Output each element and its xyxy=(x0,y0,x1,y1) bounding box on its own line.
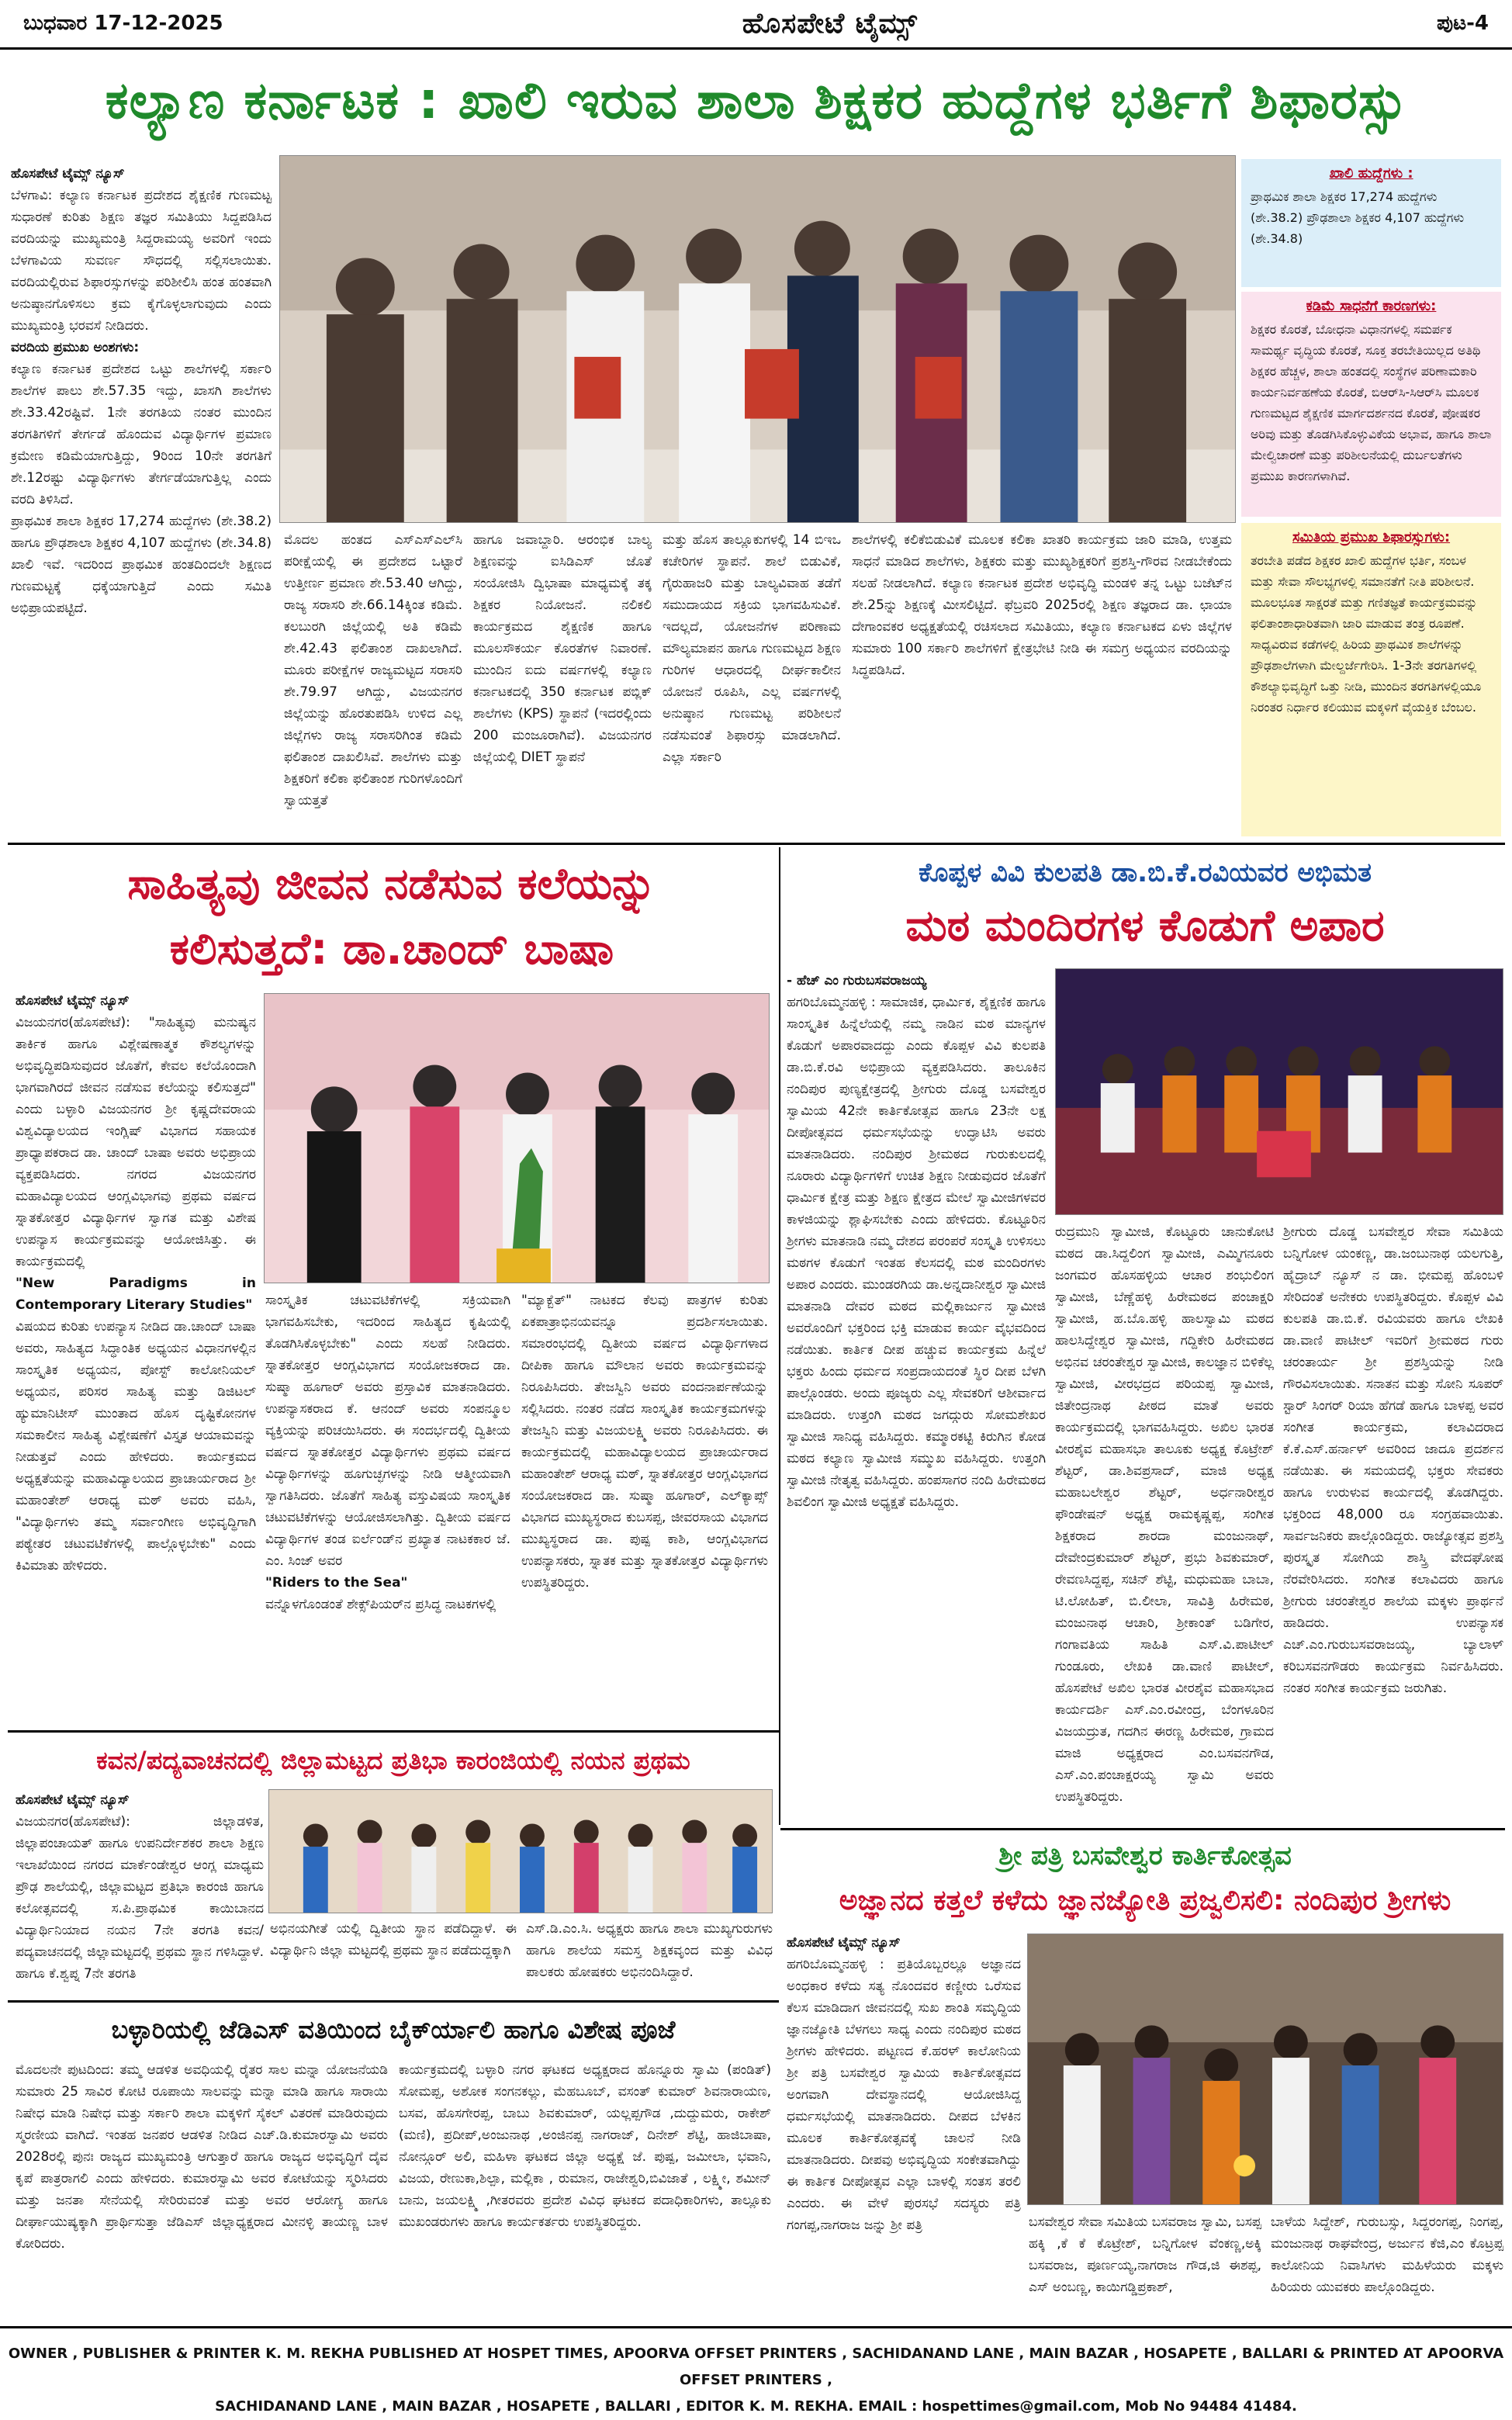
story2-photo xyxy=(264,993,770,1283)
story4-byline: ಹೊಸಪೇಟೆ ಟೈಮ್ಸ್ ನ್ಯೂಸ್ xyxy=(16,1792,130,1808)
story1-headline: ಕಲ್ಯಾಣ ಕರ್ನಾಟಕ : ಖಾಲಿ ಇರುವ ಶಾಲಾ ಶಿಕ್ಷಕರ ಹುದ್ದೆಗಳ ಭರ್ತಿಗೆ ಶಿಫಾರಸ್ಸು xyxy=(105,71,1408,130)
masthead xyxy=(0,0,1512,50)
story5-col2: ಕಾರ್ಯಕ್ರಮದಲ್ಲಿ ಬಳ್ಳಾರಿ ನಗರ ಘಟಕದ ಅಧ್ಯಕ್ಷರಾದ ಹೊನ್ನೂರು ಸ್ವಾಮಿ (ಪಂಡಿತ್) ಸೋಮಪ್ಪ, ಅಶೋಕ ಸಂಗನಕಲ್ಲು, ಮೆಹಬೂಬ್, ವಸಂತ್ ಕುಮಾರ್ ಶಿವನಾರಾಯಣ, ಬಸವ, ಹೊಸಗೇರಪ್ಪ, ಬಾಬು ಶಿವಕುಮಾರ್, ಯಲ್ಲಪ್ಪಗೌಡ ,ದುದ್ದುಮರು, ರಾಕೇಶ್ (ಮಣಿ), ಪ್ರದೀಪ್,ಅಂಜುನಾಥ ,ಅಂಜಿನಪ್ಪ ನಾಗರಾಜ್, ದಿನೇಶ್ ಶೆಟ್ಟಿ, ಹಾಜಿಬಾಷಾ, ನೋನ್ಗೂರ್ ಅಲಿ, ಮಹಿಳಾ ಘಟಕದ ಜಿಲ್ಲಾ ಅಧ್ಯಕ್ಷೆ ಜೆ. ಪುಷ್ಪ, ಜಮೀಲಾ, ಭವಾನಿ, ವಿಜಯ, ರೇಣುಕಾ,ಶಿಲ್ಪಾ, ಮಲ್ಲಿಕಾ , ರುಮಾನ, ರಾಜೇಶ್ವರಿ,ಬಿವಿಜಾತೆ , ಲಕ್ಷ್ಮೀ, ಶಮೀನ್ ಬಾನು, ಜಯಲಕ್ಷ್ಮಿ ,ಗೀತರವರು ಪ್ರದೇಶ ವಿವಿಧ ಘಟಕದ ಪದಾಧಿಕಾರಿಗಳು, ತಾಲ್ಲೂಕು ಮುಖಂಡರುಗಳು ಹಾಗೂ ಕಾರ್ಯಕರ್ತರು ಉಪಸ್ಥಿತರಿದ್ದರು. xyxy=(399,2062,771,2230)
story3-col2: ರುದ್ರಮುನಿ ಸ್ವಾಮೀಜಿ, ಕೊಟ್ಟೂರು ಚಾನುಕೋಟಿ ಮಠದ ಡಾ.ಸಿದ್ದಲಿಂಗ ಸ್ವಾಮೀಜಿ, ಎಮ್ಮಿಗನೂರು ಜಂಗಮರ ಹೊಸಹಳ್ಳಿಯ ಆಚಾರ ಶಂಭುಲಿಂಗ ಸ್ವಾಮೀಜಿ, ಬೆಣ್ಣೆಹಳ್ಳಿ ಹಿರೇಮಠದ ಪಂಚಾಕ್ಷರಿ ಸ್ವಾಮೀಜಿ, ಹ.ಬೊ.ಹಳ್ಳಿ ಹಾಲಸ್ವಾಮಿ ಮಠದ ಹಾಲಸಿದ್ದೇಶ್ವರ ಸ್ವಾಮೀಜಿ, ಗದ್ದಿಕೇರಿ ಹಿರೇಮಠದ ಅಭಿನವ ಚರಂತೇಶ್ವರ ಸ್ವಾಮೀಜಿ, ಕಾಲಜ್ಞಾನ ಬಿಳಿಕೆಲ್ಲ ಸ್ವಾಮೀಜಿ, ವೀರಭದ್ರದ ಪರಿಯಪ್ಪ ಸ್ವಾಮೀಜಿ, ಜಿತೇಂದ್ರನಾಥ ಪೀಠದ ಮಾತೆ ಅವರು ಕಾರ್ಯಕ್ರಮದಲ್ಲಿ ಭಾಗವಹಿಸಿದ್ದರು. ಅಖಿಲ ಭಾರತ ವೀರಶೈವ ಮಹಾಸಭಾ ತಾಲೂಕು ಅಧ್ಯಕ್ಷ ಕೊಟ್ರೇಶ್ ಶೆಟ್ಟರ್, ಡಾ.ಶಿವಪ್ರಸಾದ್, ಮಾಜಿ ಅಧ್ಯಕ್ಷ ಮಹಾಬಲೇಶ್ವರ ಶೆಟ್ಟರ್, ಅರ್ಧನಾರೀಶ್ವರ ಫೌಂಡೇಷನ್ ಅಧ್ಯಕ್ಷ ರಾಮಕೃಷ್ಣಪ್ಪ, ಸಂಗೀತ ಶಿಕ್ಷಕರಾದ ಶಾರದಾ ಮಂಜುನಾಥ್, ದೇವೇಂದ್ರಕುಮಾರ್ ಶೆಟ್ಟರ್, ಪ್ರಭು ಶಿವಕುಮಾರ್, ರೇವಣಸಿದ್ದಪ್ಪ, ಸಚಿನ್ ಶೆಟ್ಟಿ, ಮಧುಮಹಾ ಬಾಬಾ, ಟಿ.ಲೋಹಿತ್, ಬಿ.ಲೀಲಾ, ಸಾವಿತ್ರಿ ಹಿರೇಮಠ, ಮಂಜುನಾಥ ಆಚಾರಿ, ಶ್ರೀಕಾಂತ್ ಬಡಿಗೇರ, ಗಂಗಾವತಿಯ ಸಾಹಿತಿ ಎಸ್.ವಿ.ಪಾಟೀಲ್ ಗುಂಡೂರು, ಲೇಖಕಿ ಡಾ.ವಾಣಿ ಪಾಟೀಲ್, ಹೊಸಪೇಟೆ ಅಖಿಲ ಭಾರತ ವೀರಶೈವ ಮಹಾಸಭಾದ ಕಾರ್ಯದರ್ಶಿ ಎಸ್.ಎಂ.ರವೀಂದ್ರ, ಬೆಂಗಳೂರಿನ ವಿಜಯದ್ರುತ, ಗದಗಿನ ಈರಣ್ಣ ಹಿರೇಮಠ, ಗ್ರಾಮದ ಮಾಜಿ ಅಧ್ಯಕ್ಷರಾದ ಎಂ.ಬಸವನಗೌಡ, ಎಸ್.ಎಂ.ಪಂಚಾಕ್ಷರಯ್ಯ ಸ್ವಾಮಿ ಅವರು ಉಪಸ್ಥಿತರಿದ್ದರು. xyxy=(1055,1224,1274,1805)
story1-intro: ಬೆಳಗಾವಿ: ಕಲ್ಯಾಣ ಕರ್ನಾಟಕ ಪ್ರದೇಶದ ಶೈಕ್ಷಣಿಕ ಗುಣಮಟ್ಟ ಸುಧಾರಣೆ ಕುರಿತು ಶಿಕ್ಷಣ ತಜ್ಞರ ಸಮಿತಿಯು ಸಿದ್ದಪಡಿಸಿದ ವರದಿಯನ್ನು ಮುಖ್ಯಮಂತ್ರಿ ಸಿದ್ದರಾಮಯ್ಯ ಅವರಿಗೆ ಇಂದು ಬೆಳಗಾವಿಯ ಸುವರ್ಣ ಸೌಧದಲ್ಲಿ ಸಲ್ಲಿಸಲಾಯಿತು. ವರದಿಯಲ್ಲಿರುವ ಶಿಫಾರಸ್ಸುಗಳನ್ನು ಪರಿಶೀಲಿಸಿ ಹಂತ ಹಂತವಾಗಿ ಅನುಷ್ಠಾನಗೊಳಿಸಲು ಕ್ರಮ ಕೈಗೊಳ್ಳಲಾಗುವುದು ಎಂದು ಮುಖ್ಯಮಂತ್ರಿ ಭರವಸೆ ನೀಡಿದರು. xyxy=(11,188,272,334)
story2-quote: "New Paradigms in Contemporary Literary Studies" xyxy=(16,1276,256,1313)
reasons-box xyxy=(1241,292,1501,517)
vacancies-box-body: ಪ್ರಾಥಮಿಕ ಶಾಲಾ ಶಿಕ್ಷಕರ 17,274 ಹುದ್ದೆಗಳು (ಶೇ.38.2) ಪ್ರೌಢಶಾಲಾ ಶಿಕ್ಷಕರ 4,107 ಹುದ್ದೆಗಳು (ಶೇ.34.8) xyxy=(1251,189,1465,246)
story4-col1-text: ವಿಜಯನಗರ(ಹೊಸಪೇಟೆ): ಜಿಲ್ಲಾಡಳಿತ, ಜಿಲ್ಲಾಪಂಚಾಯತ್ ಹಾಗೂ ಉಪನಿರ್ದೇಶಕರ ಶಾಲಾ ಶಿಕ್ಷಣ ಇಲಾಖೆಯಿಂದ ನಗರದ ಮಾರ್ಕೆಂಡೇಶ್ವರ ಆಂಗ್ಲ ಮಾಧ್ಯಮ ಪ್ರೌಢ ಶಾಲೆಯಲ್ಲಿ, ಜಿಲ್ಲಾಮಟ್ಟದ ಪ್ರತಿಭಾ ಕಾರಂಜಿ ಹಾಗೂ ಕಲೋತ್ಸವದಲ್ಲಿ ಸ.ಪಿ.ಪ್ರಾಥಮಿಕ ಕಾಯಿಬಾನದ ವಿದ್ಯಾರ್ಥಿನಿಯಾದ ನಯನ 7ನೇ ತರಗತಿ ಕವನ/ಪದ್ಯವಾಚನದಲ್ಲಿ ಜಿಲ್ಲಾಮಟ್ಟದಲ್ಲಿ ಪ್ರಥಮ ಸ್ಥಾನ ಗಳಿಸಿದ್ದಾಳೆ. ಹಾಗೂ ಕೆ.ಶ್ವಪ್ನ 7ನೇ ತರಗತಿ xyxy=(16,1814,264,1982)
imprint-line2: SACHIDANAND LANE , MAIN BAZAR , HOSAPETE , BALLARI , EDITOR K. M. REKHA. EMAIL : hospettimes@gmail.com, Mob No 94484 41484. xyxy=(215,2398,1297,2415)
story4-col1 xyxy=(16,1789,264,1994)
story6-col2: ಬಸವೇಶ್ವರ ಸೇವಾ ಸಮಿತಿಯ ಬಸವರಾಜ ಸ್ವಾಮಿ, ಬಸಪ್ಪ ಹಕ್ಕಿ ,ಕೆ ಕೆ ಕೊಟ್ರೇಶ್, ಬನ್ನಿಗೋಳ ವೆಂಕಣ್ಣ,ಅಕ್ಕಿ ಬಸವರಾಜ, ಪೂರ್ಣಯ್ಯ,ನಾಗರಾಜ ಗೌಡ,ಜಿ ಈಶಪ್ಪ, ಎಸ್ ಅಂಬಣ್ಣ, ಕಾಯಿಗಡ್ಡಿಪ್ರಕಾಶ್, xyxy=(1029,2214,1261,2295)
divider-3 xyxy=(8,2000,779,2003)
story1-col4: ಮತ್ತು ಹೊಸ ತಾಲ್ಲೂಕುಗಳಲ್ಲಿ 14 ಬಿಇಒ ಕಚೇರಿಗಳ ಸ್ಥಾಪನೆ. ಶಾಲೆ ಬಿಡುವಿಕೆ, ಗೈರುಹಾಜರಿ ಮತ್ತು ಬಾಲ್ಯವಿವಾಹ ತಡೆಗೆ ಸಮುದಾಯದ ಸಕ್ರಿಯ ಭಾಗವಹಿಸುವಿಕೆ. ಇದಲ್ಲದೆ, ಯೋಜನೆಗಳ ಪರಿಣಾಮ ಮೌಲ್ಯಮಾಪನ ಹಾಗೂ ಗುಣಮಟ್ಟದ ಶಿಕ್ಷಣ ಗುರಿಗಳ ಆಧಾರದಲ್ಲಿ ದೀರ್ಘಕಾಲೀನ ಯೋಜನೆ ರೂಪಿಸಿ, ಎಲ್ಲ ವರ್ಷಗಳಲ್ಲಿ ಅನುಷ್ಠಾನ ಗುಣಮಟ್ಟ ಪರಿಶೀಲನೆ ನಡೆಸುವಂತೆ ಶಿಫಾರಸ್ಸು ಮಾಡಲಾಗಿದೆ. ಎಲ್ಲಾ ಸರ್ಕಾರಿ xyxy=(663,532,841,765)
divider-vertical xyxy=(779,847,780,1825)
page-number: ಪುಟ-4 xyxy=(1436,12,1489,35)
story1-col2: ಮೊದಲ ಹಂತದ ಎಸ್‌ಎಸ್‌ಎಲ್‌ಸಿ ಪರೀಕ್ಷೆಯಲ್ಲಿ ಈ ಪ್ರದೇಶದ ಒಟ್ಟಾರೆ ಉತ್ತೀರ್ಣ ಪ್ರಮಾಣ ಶೇ.53.40 ಆಗಿದ್ದು, ರಾಜ್ಯ ಸರಾಸರಿ ಶೇ.66.14ಕ್ಕಿಂತ ಕಡಿಮೆ. ಕಲಬುರಗಿ ಜಿಲ್ಲೆಯಲ್ಲಿ ಅತಿ ಕಡಿಮೆ ಶೇ.42.43 ಫಲಿತಾಂಶ ದಾಖಲಾಗಿದೆ. ಮೂರು ಪರೀಕ್ಷೆಗಳ ರಾಜ್ಯಮಟ್ಟದ ಸರಾಸರಿ ಶೇ.79.97 ಆಗಿದ್ದು, ವಿಜಯನಗರ ಜಿಲ್ಲೆಯನ್ನು ಹೊರತುಪಡಿಸಿ ಉಳಿದ ಎಲ್ಲ ಜಿಲ್ಲೆಗಳು ರಾಜ್ಯ ಸರಾಸರಿಗಿಂತ ಕಡಿಮೆ ಫಲಿತಾಂಶ ದಾಖಲಿಸಿವೆ. ಶಾಲೆಗಳು ಮತ್ತು ಶಿಕ್ಷಕರಿಗೆ ಕಲಿಕಾ ಫಲಿತಾಂಶ ಗುರಿಗಳೊಂದಿಗೆ ಸ್ವಾಯತ್ತತೆ xyxy=(284,532,462,808)
story6-photo xyxy=(1027,1934,1503,2205)
imprint-line1: OWNER , PUBLISHER & PRINTER K. M. REKHA PUBLISHED AT HOSPET TIMES, APOORVA OFFSET PRINTERS , SACHIDANAND LANE , MAIN BAZAR , HOSAPETE , BALLARI & PRINTED AT APOORVA OFFSET PRINTERS , xyxy=(8,2346,1504,2388)
story3-col3: ಶ್ರೀಗುರು ದೊಡ್ಡ ಬಸವೇಶ್ವರ ಸೇವಾ ಸಮಿತಿಯ ಬನ್ನಿಗೋಳ ಯಂಕಣ್ಣ, ಡಾ.ಜಂಬುನಾಥ ಯಲಗುತ್ತಿ, ಹೈದ್ರಾಬ್ ನ್ಯೂಸ್ ನ ಡಾ. ಭೀಮಪ್ಪ ಹೊಂಬಳಿ ಸೇರಿದಂತೆ ಅನೇಕರು ಉಪಸ್ಥಿತರಿದ್ದರು. ಕೊಪ್ಪಳ ವಿವಿ ಕುಲಪತಿ ಡಾ.ಬಿ.ಕೆ. ರವಿಯವರು ಹಾಗೂ ಲೇಖಕಿ ಡಾ.ವಾಣಿ ಪಾಟೀಲ್ ಇವರಿಗೆ ಶ್ರೀಮಠದ ಗುರು ಚರಂತಾರ್ಯ ಶ್ರೀ ಪ್ರಶಸ್ತಿಯನ್ನು ನೀಡಿ ಗೌರವಿಸಲಾಯಿತು. ಸನಾತನ ಮತ್ತು ಸೋನಿ ಸೂಪರ್ ಸ್ಟಾರ್ ಸಿಂಗರ್ ರಿಯಾ ಹೆಗಡೆ ಹಾಗೂ ಬಾಳಪ್ಪ ಅವರ ಸಂಗೀತ ಕಾರ್ಯಕ್ರಮ, ಕಲಾವಿದರಾದ ಕೆ.ಕೆ.ಎಸ್.ಹರ್ನಾಳ್ ಅವರಿಂದ ಜಾದೂ ಪ್ರದರ್ಶನ ನಡೆಯಿತು. ಈ ಸಮಯದಲ್ಲಿ ಭಕ್ತರು ಸೇವಕರು ಹಾಗೂ ಉರುಳುವ ಕಾರ್ಯದಲ್ಲಿ ತೊಡಗಿದ್ದರು. ಭಕ್ತರಿಂದ 48,000 ರೂ ಸಂಗ್ರಹವಾಯಿತು. ಸಾರ್ವಜನಿಕರು ಪಾಲ್ಗೊಂಡಿದ್ದರು. ರಾಜ್ಯೋತ್ಸವ ಪ್ರಶಸ್ತಿ ಪುರಸ್ಕೃತ ಸೋಗಿಯ ಶಾಸ್ತ್ರಿ ವೇದಘೋಷ ನೆರವೇರಿಸಿದರು. ಸಂಗೀತ ಕಲಾವಿದರು ಹಾಗೂ ಶ್ರೀಗುರು ಚರಂತೇಶ್ವರ ಶಾಲೆಯ ಮಕ್ಕಳು ಪ್ರಾರ್ಥನೆ ಹಾಡಿದರು. ಉಪನ್ಯಾಸಕ ಎಚ್.ಎಂ.ಗುರುಬಸವರಾಜಯ್ಯ, ಬ್ಯಾಲಾಳ್ ಕರಿಬಸವನಗೌಡರು ಕಾರ್ಯಕ್ರಮ ನಿರ್ವಹಿಸಿದರು. ನಂತರ ಸಂಗೀತ ಕಾರ್ಯಕ್ರಮ ಜರುಗಿತು. xyxy=(1283,1224,1503,1696)
divider-1 xyxy=(8,843,1505,845)
story2-col2-text: ಸಾಂಸ್ಕೃತಿಕ ಚಟುವಟಿಕೆಗಳಲ್ಲಿ ಸಕ್ರಿಯವಾಗಿ ಭಾಗವಹಿಸಬೇಕು, ಇದರಿಂದ ಸಾಹಿತ್ಯದ ಕೃಷಿಯಲ್ಲಿ ತೊಡಗಿಸಿಕೊಳ್ಳಬೇಕು" ಎಂದು ಸಲಹೆ ನೀಡಿದರು. ಸ್ನಾತಕೋತ್ತರ ಆಂಗ್ಲವಿಭಾಗದ ಸಂಯೋಜಕರಾದ ಡಾ. ಸುಷ್ಮಾ ಹೂಗಾರ್ ಅವರು ಪ್ರಸ್ತಾವಿಕ ಮಾತನಾಡಿದರು. ಉಪನ್ಯಾಸಕರಾದ ಕೆ. ಆನಂದ್ ಅವರು ಸಂಪನ್ಮೂಲ ವ್ಯಕ್ತಿಯನ್ನು ಪರಿಚಯಿಸಿದರು. ಈ ಸಂದರ್ಭದಲ್ಲಿ ದ್ವಿತೀಯ ವರ್ಷದ ಸ್ನಾತಕೋತ್ತರ ವಿದ್ಯಾರ್ಥಿಗಳು ಪ್ರಥಮ ವರ್ಷದ ವಿದ್ಯಾರ್ಥಿಗಳನ್ನು ಹೂಗುಚ್ಛಗಳನ್ನು ನೀಡಿ ಆತ್ಮೀಯವಾಗಿ ಸ್ವಾಗತಿಸಿದರು. ಜೊತೆಗೆ ಸಾಹಿತ್ಯ ವಸ್ತುವಿಷಯ ಸಾಂಸ್ಕೃತಿಕ ಚಟುವಟಿಕೆಗಳನ್ನು ಆಯೋಜಿಸಲಾಗಿತ್ತು. ದ್ವಿತೀಯ ವರ್ಷದ ವಿದ್ಯಾರ್ಥಿಗಳ ತಂಡ ಐರ್ಲೆಂಡ್‌ನ ಪ್ರಖ್ಯಾತ ನಾಟಕಕಾರ ಜೆ. ಎಂ. ಸಿಂಜ್ ಅವರ xyxy=(265,1293,510,1569)
story2-col2-text-b: ವನ್ನೊಳಗೊಂಡಂತೆ ಶೇಕ್ಸ್‌ಪಿಯರ್‌ನ ಪ್ರಸಿದ್ಧ ನಾಟಕಗಳಲ್ಲಿ xyxy=(265,1597,497,1612)
paper-name: ಹೊಸಪೇಟೆ ಟೈಮ್ಸ್ xyxy=(742,7,918,40)
story6-col1-text: ಹಗರಿಬೊಮ್ಮನಹಳ್ಳಿ : ಪ್ರತಿಯೊಬ್ಬರಲ್ಲೂ ಅಜ್ಞಾನದ ಅಂಧಕಾರ ಕಳೆದು ಸತ್ಯ ನೊಂದವರ ಕಣ್ಣೀರು ಒರೆಸುವ ಕೆಲಸ ಮಾಡಿದಾಗ ಜೀವನದಲ್ಲಿ ಸುಖ ಶಾಂತಿ ಸಮೃದ್ಧಿಯ ಜ್ಞಾನಜ್ಯೋತಿ ಬೆಳಗಲು ಸಾಧ್ಯ ಎಂದು ನಂದಿಪುರ ಮಠದ ಶ್ರೀಗಳು ಹೇಳಿದರು. ಪಟ್ಟಣದ ಕೆ.ಹರಳ್ ಕಾಲೋನಿಯ ಶ್ರೀ ಪತ್ರಿ ಬಸವೇಶ್ವರ ಸ್ವಾಮಿಯ ಕಾರ್ತಿಕೋತ್ಸವದ ಅಂಗವಾಗಿ ದೇವಸ್ಥಾನದಲ್ಲಿ ಆಯೋಜಿಸಿದ್ದ ಧರ್ಮಸಭೆಯಲ್ಲಿ ಮಾತನಾಡಿದರು. ದೀಪದ ಬೆಳಕಿನ ಮೂಲಕ ಕಾರ್ತಿಕೋತ್ಸವಕ್ಕೆ ಚಾಲನೆ ನೀಡಿ ಮಾತನಾಡಿದರು. ದೀಪವು ಅಭಿವೃದ್ಧಿಯ ಸಂಕೇತವಾಗಿದ್ದು ಈ ಕಾರ್ತಿಕ ದೀಪೋತ್ಸವ ಎಲ್ಲಾ ಬಾಳಲ್ಲಿ ಸಂತಸ ತರಲಿ ಎಂದರು. ಈ ವೇಳೆ ಪುರಸಭೆ ಸದಸ್ಯರು ಪತ್ರಿ ಗಂಗಪ್ಪ,ನಾಗರಾಜ ಜನ್ನು ಶ್ರೀ ಪತ್ರಿ xyxy=(787,1957,1021,2233)
story2-col2-quote: "Riders to the Sea" xyxy=(265,1575,408,1591)
story6-kicker: ಶ್ರೀ ಪತ್ರಿ ಬಸವೇಶ್ವರ ಕಾರ್ತಿಕೋತ್ಸವ xyxy=(998,1840,1292,1871)
story1-byline: ಹೊಸಪೇಟೆ ಟೈಮ್ಸ್ ನ್ಯೂಸ್ xyxy=(11,166,125,182)
story3-col1-text: ಹಗರಿಬೊಮ್ಮನಹಳ್ಳಿ : ಸಾಮಾಜಿಕ, ಧಾರ್ಮಿಕ, ಶೈಕ್ಷಣಿಕ ಹಾಗೂ ಸಾಂಸ್ಕೃತಿಕ ಹಿನ್ನೆಲೆಯಲ್ಲಿ ನಮ್ಮ ನಾಡಿನ ಮಠ ಮಾನ್ಯಗಳ ಕೊಡುಗೆ ಅಪಾರವಾದದ್ದು ಎಂದು ಕೊಪ್ಪಳ ವಿವಿ ಕುಲಪತಿ ಡಾ.ಬಿ.ಕೆ.ರವಿ ಅಭಿಪ್ರಾಯ ವ್ಯಕ್ತಪಡಿಸಿದರು. ತಾಲೂಕಿನ ನಂದಿಪುರ ಪುಣ್ಯಕ್ಷೇತ್ರದಲ್ಲಿ ಶ್ರೀಗುರು ದೊಡ್ಡ ಬಸವೇಶ್ವರ ಸ್ವಾಮಿಯ 42ನೇ ಕಾರ್ತಿಕೋತ್ಸವ ಹಾಗೂ 23ನೇ ಲಕ್ಷ ದೀಪೋತ್ಸವದ ಧರ್ಮಸಭೆಯನ್ನು ಉದ್ಘಾಟಿಸಿ ಅವರು ಮಾತನಾಡಿದರು. ನಂದಿಪುರ ಶ್ರೀಮಠದ ಗುರುಕುಲದಲ್ಲಿ ನೂರಾರು ವಿದ್ಯಾರ್ಥಿಗಳಿಗೆ ಉಚಿತ ಶಿಕ್ಷಣ ನೀಡುವುದರ ಜೊತೆಗೆ ಧಾರ್ಮಿಕ ಕ್ಷೇತ್ರ ಮತ್ತು ಶಿಕ್ಷಣ ಕ್ಷೇತ್ರದ ಮೇಲೆ ಸ್ವಾಮೀಜಿಗಳವರ ಕಾಳಜಿಯನ್ನು ಶ್ಲಾಘಿಸಬೇಕು ಎಂದು ಹೇಳಿದರು. ಕೊಟ್ಟೂರಿನ ಶ್ರೀಗಳು ಮಾತನಾಡಿ ನಮ್ಮ ದೇಶದ ಪರಂಪರೆ ಸಂಸ್ಕೃತಿ ಉಳಿಸಲು ಮಠಗಳ ಕೊಡುಗೆ ಇಂತಹ ಕೆಲಸದಲ್ಲಿ ಮಠ ಮಂದಿರಗಳು ಅಪಾರ ಎಂದರು. ಮುಂಡರಗಿಯ ಡಾ.ಅನ್ನದಾನೀಶ್ವರ ಸ್ವಾಮೀಜಿ ಮಾತನಾಡಿ ದೇವರ ಮಠದ ಮಲ್ಲಿಕಾರ್ಜುನ ಸ್ವಾಮೀಜಿ ಅವರೊಂದಿಗೆ ಭಕ್ತರಿಂದ ಭಕ್ತಿ ಮಾಡುವ ಕಾರ್ಯ ವೈಭವದಿಂದ ನಡೆಯಿತು. ಕಾರ್ತಿಕ ದೀಪ ಹಚ್ಚುವ ಕಾರ್ಯಕ್ರಮ ಹಿನ್ನೆಲೆ ಭಕ್ತರು ಹಿಂದು ಧರ್ಮದ ಸಂಪ್ರದಾಯದಂತೆ ಸ್ಥಿರ ದೀಪ ಬೆಳಗಿ ಪಾಲ್ಗೊಂಡರು. ಅಂದು ಪೂಜ್ಯರು ಎಲ್ಲ ಸೇವಕರಿಗೆ ಆಶೀರ್ವಾದ ಮಾಡಿದರು. ಉತ್ತಂಗಿ ಮಠದ ಜಗದ್ಗುರು ಸೋಮಶೇಖರ ಸ್ವಾಮೀಜಿ ಸಾನಿಧ್ಯ ವಹಿಸಿದ್ದರು. ಕಮ್ಮಾರಕಟ್ಟಿ ಕಿರುಗಿನ ಕೋಡ ಮಠದ ಕಲ್ಯಾಣ ಸ್ವಾಮೀಜಿ ಸಮ್ಮುಖ ವಹಿಸಿದ್ದರು. ಉತ್ತಂಗಿ ಸ್ವಾಮೀಜಿ ನೇತೃತ್ವ ವಹಿಸಿದ್ದರು. ಹಂಪಸಾಗರ ನಂದಿ ಹಿರೇಮಠದ ಶಿವಲಿಂಗ ಸ್ವಾಮೀಜಿ ಅಧ್ಯಕ್ಷತೆ ವಹಿಸಿದ್ದರು. xyxy=(787,995,1046,1510)
imprint-footer xyxy=(0,2326,1512,2415)
story4-col2: ಅಭಿನಯಗೀತೆ ಯಲ್ಲಿ ದ್ವಿತೀಯ ಸ್ಥಾನ ಪಡೆದಿದ್ದಾಳೆ. ಈ ವಿದ್ಯಾರ್ಥಿನಿ ಜಿಲ್ಲಾ ಮಟ್ಟದಲ್ಲಿ ಪ್ರಥಮ ಸ್ಥಾನ ಪಡೆದುದ್ದಕ್ಕಾಗಿ xyxy=(270,1921,517,1958)
story6-byline: ಹೊಸಪೇಟೆ ಟೈಮ್ಸ್ ನ್ಯೂಸ್ xyxy=(787,1935,901,1951)
recommendations-box-body: ತರಬೇತಿ ಪಡೆದ ಶಿಕ್ಷಕರ ಖಾಲಿ ಹುದ್ದೆಗಳ ಭರ್ತಿ, ಸಂಬಳ ಮತ್ತು ಸೇವಾ ಸೌಲಭ್ಯಗಳಲ್ಲಿ ಸಮಾನತೆಗೆ ನೀತಿ ಪರಿಶೀಲನೆ. ಮೂಲಭೂತ ಸಾಕ್ಷರತೆ ಮತ್ತು ಗಣಿತಜ್ಞತೆ ಕಾರ್ಯಕ್ರಮವನ್ನು ಫಲಿತಾಂಶಾಧಾರಿತವಾಗಿ ಜಾರಿ ಮಾಡುವ ತಂತ್ರ ರೂಪಣೆ. ಸಾಧ್ಯವಿರುವ ಕಡೆಗಳಲ್ಲಿ ಹಿರಿಯ ಪ್ರಾಥಮಿಕ ಶಾಲೆಗಳನ್ನು ಪ್ರೌಢಶಾಲೆಗಳಾಗಿ ಮೇಲ್ದರ್ಜೆಗೇರಿಸಿ. 1-3ನೇ ತರಗತಿಗಳಲ್ಲಿ ಕೌಶಲ್ಯಾಭಿವೃದ್ಧಿಗೆ ಒತ್ತು ನೀಡಿ, ಮುಂದಿನ ತರಗತಿಗಳಲ್ಲಿಯೂ ನಿರಂತರ ನಿರ್ಧಾರ ಕಲಿಯುವ ಮಕ್ಕಳಿಗೆ ವೈಯಕ್ತಿಕ ಬೆಂಬಲ. xyxy=(1251,553,1482,715)
story1-col1-body2: ಪ್ರಾಥಮಿಕ ಶಾಲಾ ಶಿಕ್ಷಕರ 17,274 ಹುದ್ದೆಗಳು (ಶೇ.38.2) ಹಾಗೂ ಪ್ರೌಢಶಾಲಾ ಶಿಕ್ಷಕರ 4,107 ಹುದ್ದೆಗಳು (ಶೇ.34.8) ಖಾಲಿ ಇವೆ. ಇದರಿಂದ ಪ್ರಾಥಮಿಕ ಹಂತದಿಂದಲೇ ಶಿಕ್ಷಣದ ಗುಣಮಟ್ಟಕ್ಕೆ ಧಕ್ಕೆಯಾಗುತ್ತಿದೆ ಎಂದು ಸಮಿತಿ ಅಭಿಪ್ರಾಯಪಟ್ಟಿದೆ. xyxy=(11,514,272,616)
story6-headline: ಅಜ್ಞಾನದ ಕತ್ತಲೆ ಕಳೆದು ಜ್ಞಾನಜ್ಯೋತಿ ಪ್ರಜ್ವಲಿಸಲಿ: ನಂದಿಪುರ ಶ್ರೀಗಳು xyxy=(839,1885,1451,1916)
story2-col2 xyxy=(265,1290,510,1724)
story6-col1 xyxy=(787,1932,1021,2320)
recommendations-box-title: ಸಮಿತಿಯ ಪ್ರಮುಖ ಶಿಫಾರಸ್ಸುಗಳು: xyxy=(1292,529,1451,545)
issue-date: ಬುಧವಾರ 17-12-2025 xyxy=(23,12,223,35)
story2-headline-line1: ಸಾಹಿತ್ಯವು ಜೀವನ ನಡೆಸುವ ಕಲೆಯನ್ನು xyxy=(127,859,656,909)
story3-headline: ಮಠ ಮಂದಿರಗಳ ಕೊಡುಗೆ ಅಪಾರ xyxy=(905,901,1385,951)
recommendations-box xyxy=(1241,523,1501,836)
story4-photo xyxy=(268,1789,773,1913)
reasons-box-title: ಕಡಿಮೆ ಸಾಧನೆಗೆ ಕಾರಣಗಳು: xyxy=(1306,298,1437,314)
story2-col3: "ಮ್ಯಾಕ್ಬೆತ್" ನಾಟಕದ ಕೆಲವು ಪಾತ್ರಗಳ ಕುರಿತು ಏಕಪಾತ್ರಾಭಿನಯವನ್ನೂ ಪ್ರದರ್ಶಿಸಲಾಯಿತು. ಸಮಾರಂಭದಲ್ಲಿ ದ್ವಿತೀಯ ವರ್ಷದ ವಿದ್ಯಾರ್ಥಿಗಳಾದ ದೀಪಿಕಾ ಹಾಗೂ ಮೌಲಾನ ಅವರು ಕಾರ್ಯಕ್ರಮವನ್ನು ನಿರೂಪಿಸಿದರು. ತೇಜಸ್ವಿನಿ ಅವರು ವಂದನಾರ್ಪಣೆಯನ್ನು ಸಲ್ಲಿಸಿದರು. ನಂತರ ನಡೆದ ಸಾಂಸ್ಕೃತಿಕ ಕಾರ್ಯಕ್ರಮಗಳನ್ನು ತೇಜಸ್ವಿನಿ ಮತ್ತು ವಿಜಯಲಕ್ಷ್ಮಿ ಅವರು ನಿರೂಪಿಸಿದರು. ಈ ಕಾರ್ಯಕ್ರಮದಲ್ಲಿ ಮಹಾವಿದ್ಯಾಲಯದ ಪ್ರಾಚಾರ್ಯರಾದ ಮಹಾಂತೇಶ್ ಆರಾಧ್ಯ ಮಠ್, ಸ್ನಾತಕೋತ್ತರ ಆಂಗ್ಲವಿಭಾಗದ ಸಂಯೋಜಕರಾದ ಡಾ. ಸುಷ್ಮಾ ಹೂಗಾರ್, ಎಲ್‌ಕ್ಯಾಪ್ಸ್ ವಿಭಾಗದ ಮುಖ್ಯಸ್ಥರಾದ ಕುಬಸಪ್ಪ, ಜೀವರಸಾಯ ವಿಭಾಗದ ಮುಖ್ಯಸ್ಥರಾದ ಡಾ. ಪುಷ್ಪ ಕಾಶಿ, ಆಂಗ್ಲವಿಭಾಗದ ಉಪನ್ಯಾಸಕರು, ಸ್ನಾತಕ ಮತ್ತು ಸ್ನಾತಕೋತ್ತರ ವಿದ್ಯಾರ್ಥಿಗಳು ಉಪಸ್ಥಿತರಿದ್ದರು. xyxy=(521,1293,768,1591)
story2-byline: ಹೊಸಪೇಟೆ ಟೈಮ್ಸ್ ನ್ಯೂಸ್ xyxy=(16,993,130,1009)
story3-photo xyxy=(1055,968,1503,1215)
story3-col1 xyxy=(787,970,1046,1823)
story2-col1-text: ವಿಜಯನಗರ(ಹೊಸಪೇಟೆ): "ಸಾಹಿತ್ಯವು ಮನುಷ್ಯನ ತಾರ್ಕಿಕ ಹಾಗೂ ವಿಶ್ಲೇಷಣಾತ್ಮಕ ಕೌಶಲ್ಯಗಳನ್ನು ಅಭಿವೃದ್ಧಿಪಡಿಸುವುದರ ಜೊತೆಗೆ, ಕೇವಲ ಕಲೆಯೊಂದಾಗಿ ಭಾಗವಾಗಿರದೆ ಜೀವನ ನಡೆಸುವ ಕಲೆಯನ್ನು ಕಲಿಸುತ್ತದೆ" ಎಂದು ಬಳ್ಳಾರಿ ವಿಜಯನಗರ ಶ್ರೀ ಕೃಷ್ಣದೇವರಾಯ ವಿಶ್ವವಿದ್ಯಾಲಯದ ಇಂಗ್ಲಿಷ್ ವಿಭಾಗದ ಸಹಾಯಕ ಪ್ರಾಧ್ಯಾಪಕರಾದ ಡಾ. ಚಾಂದ್ ಬಾಷಾ ಅವರು ಅಭಿಪ್ರಾಯ ವ್ಯಕ್ತಪಡಿಸಿದರು. ನಗರದ ವಿಜಯನಗರ ಮಹಾವಿದ್ಯಾಲಯದ ಆಂಗ್ಲವಿಭಾಗವು ಪ್ರಥಮ ವರ್ಷದ ಸ್ನಾತಕೋತ್ತರ ವಿದ್ಯಾರ್ಥಿಗಳ ಸ್ವಾಗತ ಮತ್ತು ವಿಶೇಷ ಉಪನ್ಯಾಸ ಕಾರ್ಯಕ್ರಮವನ್ನು ಆಯೋಜಿಸಿತ್ತು. ಈ ಕಾರ್ಯಕ್ರಮದಲ್ಲಿ xyxy=(16,1015,256,1269)
story1-subhead: ವರದಿಯ ಪ್ರಮುಖ ಅಂಶಗಳು: xyxy=(11,340,140,355)
vacancies-box-title: ಖಾಲಿ ಹುದ್ದೆಗಳು : xyxy=(1329,165,1413,182)
story1-col3: ಹಾಗೂ ಜವಾಬ್ದಾರಿ. ಆರಂಭಿಕ ಬಾಲ್ಯ ಶಿಕ್ಷಣವನ್ನು ಐಸಿಡಿಎಸ್ ಜೊತೆ ಸಂಯೋಜಿಸಿ ದ್ವಿಭಾಷಾ ಮಾಧ್ಯಮಕ್ಕೆ ತಕ್ಕ ಶಿಕ್ಷಕರ ನಿಯೋಜನೆ. ನಲಿಕಲಿ ಕಾರ್ಯಕ್ರಮದ ಶೈಕ್ಷಣಿಕ ಹಾಗೂ ಮೂಲಸೌಕರ್ಯ ಕೊರತೆಗಳ ನಿವಾರಣೆ. ಮುಂದಿನ ಐದು ವರ್ಷಗಳಲ್ಲಿ ಕಲ್ಯಾಣ ಕರ್ನಾಟಕದಲ್ಲಿ 350 ಕರ್ನಾಟಕ ಪಬ್ಲಿಕ್ ಶಾಲೆಗಳು (KPS) ಸ್ಥಾಪನೆ (ಇದರಲ್ಲಿಂದು 200 ಮಂಜೂರಾಗಿವೆ). ವಿಜಯನಗರ ಜಿಲ್ಲೆಯಲ್ಲಿ DIET ಸ್ಥಾಪನೆ xyxy=(473,532,652,765)
story1-col5: ಶಾಲೆಗಳಲ್ಲಿ ಕಲಿಕೆಬಿಡುವಿಕೆ ಮೂಲಕ ಕಲಿಕಾ ಖಾತರಿ ಕಾರ್ಯಕ್ರಮ ಜಾರಿ ಮಾಡಿ, ಉತ್ತಮ ಸಾಧನೆ ಮಾಡಿದ ಶಾಲೆಗಳು, ಶಿಕ್ಷಕರು ಮತ್ತು ಮುಖ್ಯಶಿಕ್ಷಕರಿಗೆ ಪ್ರಶಸ್ತಿ-ಗೌರವ ನೀಡಬೇಕೆಂದು ಸಲಹೆ ನೀಡಲಾಗಿದೆ. ಕಲ್ಯಾಣ ಕರ್ನಾಟಕ ಪ್ರದೇಶ ಅಭಿವೃದ್ಧಿ ಮಂಡಳಿ ತನ್ನ ಒಟ್ಟು ಬಜೆಟ್‌ನ ಶೇ.25ನ್ನು ಶಿಕ್ಷಣಕ್ಕೆ ಮೀಸಲಿಟ್ಟಿದೆ. ಫೆಬ್ರವರಿ 2025ರಲ್ಲಿ ಶಿಕ್ಷಣ ತಜ್ಞರಾದ ಡಾ. ಛಾಯಾ ದೇಗಾಂವಕರ ಅಧ್ಯಕ್ಷತೆಯಲ್ಲಿ ರಚಿಸಲಾದ ಸಮಿತಿಯು, ಕಲ್ಯಾಣ ಕರ್ನಾಟಕದ ಏಳು ಜಿಲ್ಲೆಗಳ ಸುಮಾರು 100 ಸರ್ಕಾರಿ ಶಾಲೆಗಳಿಗೆ ಕ್ಷೇತ್ರಭೇಟಿ ನೀಡಿ ಈ ಸಮಗ್ರ ಅಧ್ಯಯನ ವರದಿಯನ್ನು ಸಿದ್ಧಪಡಿಸಿದೆ. xyxy=(852,532,1232,678)
story1-photo xyxy=(279,155,1236,523)
story3-kicker: ಕೊಪ್ಪಳ ವಿವಿ ಕುಲಪತಿ ಡಾ.ಬಿ.ಕೆ.ರವಿಯವರ ಅಭಿಮತ xyxy=(918,857,1372,888)
story6-col3: ಬಾಳೆಯ ಸಿದ್ದೇಶ್, ಗುರುಬಸ್ಸು, ಸಿದ್ದರಂಗಪ್ಪ, ನಿಂಗಪ್ಪ, ಮಂಜುನಾಥ ರಾಘವೇಂದ್ರ, ಅರ್ಜುನ ಕೆಜಿ,ಎಂ ಕೊಟ್ರಪ್ಪ ಕಾಲೋನಿಯ ನಿವಾಸಿಗಳು ಮಹಿಳೆಯರು ಮಕ್ಕಳು ಹಿರಿಯರು ಯುವಕರು ಪಾಲ್ಗೊಂಡಿದ್ದರು. xyxy=(1271,2214,1503,2295)
story3-byline: - ಹೆಚ್ ಎಂ ಗುರುಬಸವರಾಜಯ್ಯ xyxy=(787,973,927,988)
divider-2 xyxy=(8,1730,779,1733)
divider-4 xyxy=(780,1828,1505,1830)
story2-col1-text-b: ವಿಷಯದ ಕುರಿತು ಉಪನ್ಯಾಸ ನೀಡಿದ ಡಾ.ಚಾಂದ್ ಬಾಷಾ ಅವರು, ಸಾಹಿತ್ಯದ ಸಿದ್ಧಾಂತಿಕ ಅಧ್ಯಯನ ವಿಧಾನಗಳಲ್ಲಿನ ಸಾಂಸ್ಕೃತಿಕ ಅಧ್ಯಯನ, ಪೋಸ್ಟ್ ಕಾಲೋನಿಯಲ್ ಅಧ್ಯಯನ, ಪರಿಸರ ಸಾಹಿತ್ಯ ಮತ್ತು ಡಿಜಿಟಲ್ ಹ್ಯುಮಾನಿಟೀಸ್ ಮುಂತಾದ ಹೊಸ ದೃಷ್ಟಿಕೋನಗಳ ಸಮಕಾಲೀನ ಸಾಹಿತ್ಯ ವಿಶ್ಲೇಷಣೆಗೆ ವಿಸ್ತೃತ ಆಯಾಮವನ್ನು ನೀಡುತ್ತವೆ ಎಂದು ಹೇಳಿದರು. ಕಾರ್ಯಕ್ರಮದ ಅಧ್ಯಕ್ಷತೆಯನ್ನು ಮಹಾವಿದ್ಯಾಲಯದ ಪ್ರಾಚಾರ್ಯರಾದ ಶ್ರೀ ಮಹಾಂತೇಶ್ ಆರಾಧ್ಯ ಮಠ್ ಅವರು ವಹಿಸಿ, "ವಿದ್ಯಾರ್ಥಿಗಳು ತಮ್ಮ ಸರ್ವಾಂಗೀಣ ಅಭಿವೃದ್ಧಿಗಾಗಿ ಪಠ್ಯೇತರ ಚಟುವಟಿಕೆಗಳಲ್ಲಿ ಪಾಲ್ಗೊಳ್ಳಬೇಕು" ಎಂದು ಕಿವಿಮಾತು ಹೇಳಿದರು. xyxy=(16,1319,256,1574)
story2-col1 xyxy=(16,990,256,1724)
story5-headline: ಬಳ್ಳಾರಿಯಲ್ಲಿ ಜೆಡಿಎಸ್ ವತಿಯಿಂದ ಬೈಕ್‌ರ್ಯಾಲಿ ಹಾಗೂ ವಿಶೇಷ ಪೂಜೆ xyxy=(111,2015,676,2044)
story5-col1: ಮೊದಲನೇ ಪುಟದಿಂದ: ತಮ್ಮ ಆಡಳಿತ ಅವಧಿಯಲ್ಲಿ ರೈತರ ಸಾಲ ಮನ್ನಾ ಯೋಜನೆಯಡಿ ಸುಮಾರು 25 ಸಾವಿರ ಕೋಟಿ ರೂಪಾಯಿ ಸಾಲವನ್ನು ಮನ್ನಾ ಮಾಡಿ ಹಾಗೂ ಸಾರಾಯಿ ನಿಷೇಧ ಮಾಡಿ ನಿಷೇಧ ಮತ್ತು ಸರ್ಕಾರಿ ಶಾಲಾ ಮಕ್ಕಳಿಗೆ ಸೈಕಲ್ ವಿತರಣೆ ಮಾಡಿರುವುದು ಸ್ಮರಣೀಯ ವಾಗಿದೆ. ಇಂತಹ ಜನಪರ ಆಡಳಿತ ನೀಡಿದ ಎಚ್.ಡಿ.ಕುಮಾರಸ್ವಾಮಿ ಅವರು 2028ರಲ್ಲಿ ಪುನಃ ರಾಜ್ಯದ ಮುಖ್ಯಮಂತ್ರಿ ಆಗುತ್ತಾರೆ ಹಾಗೂ ರಾಜ್ಯದ ಅಭಿವೃದ್ಧಿಗೆ ದೈವ ಕೃಪೆ ಪಾತ್ರರಾಗಲಿ ಎಂದು ಹೇಳಿದರು. ಕುಮಾರಸ್ವಾಮಿ ಅವರ ಕೋಟೆಯನ್ನು ಸ್ಮರಿಸಿದರು ಮತ್ತು ಜನತಾ ಸೇನೆಯಲ್ಲಿ ಸೇರಿರುವಂತೆ ಮತ್ತು ಅವರ ಆರೋಗ್ಯ ಹಾಗೂ ದೀರ್ಘಾಯುಷ್ಯಕ್ಕಾಗಿ ಪ್ರಾರ್ಥಿಸುತ್ತಾ ಜೆಡಿಎಸ್ ಜಿಲ್ಲಾಧ್ಯಕ್ಷರಾದ ಮೀನಳ್ಳಿ ತಾಯಣ್ಣ ಬಾಳ ಕೋರಿದರು. xyxy=(16,2062,388,2252)
story4-col3: ಎಸ್.ಡಿ.ಎಂ.ಸಿ. ಅಧ್ಯಕ್ಷರು ಹಾಗೂ ಶಾಲಾ ಮುಖ್ಯಗುರುಗಳು ಹಾಗೂ ಶಾಲೆಯ ಸಮಸ್ತ ಶಿಕ್ಷಕವೃಂದ ಮತ್ತು ವಿವಿಧ ಪಾಲಕರು ಹೋಷಕರು ಅಭಿನಂದಿಸಿದ್ದಾರೆ. xyxy=(526,1921,773,1980)
story1-col1 xyxy=(11,163,272,836)
story2-headline-line2: ಕಲಿಸುತ್ತದೆ: ಡಾ.ಚಾಂದ್ ಬಾಷಾ xyxy=(169,924,614,975)
story1-col1-body: ಕಲ್ಯಾಣ ಕರ್ನಾಟಕ ಪ್ರದೇಶದ ಒಟ್ಟು ಶಾಲೆಗಳಲ್ಲಿ ಸರ್ಕಾರಿ ಶಾಲೆಗಳ ಪಾಲು ಶೇ.57.35 ಇದ್ದು, ಖಾಸಗಿ ಶಾಲೆಗಳು ಶೇ.33.42ರಷ್ಟಿವೆ. 1ನೇ ತರಗತಿಯ ನಂತರ ಮುಂದಿನ ತರಗತಿಗಳಿಗೆ ತೇರ್ಗಡೆ ಹೊಂದುವ ವಿದ್ಯಾರ್ಥಿಗಳ ಪ್ರಮಾಣ ಕ್ರಮೇಣ ಕಡಿಮೆಯಾಗುತ್ತಿದ್ದು, 9ರಿಂದ 10ನೇ ತರಗತಿಗೆ ಶೇ.12ರಷ್ಟು ವಿದ್ಯಾರ್ಥಿಗಳು ತೇರ್ಗಡೆಯಾಗುತ್ತಿಲ್ಲ ಎಂದು ವರದಿ ತಿಳಿಸಿದೆ. xyxy=(11,362,272,507)
reasons-box-body: ಶಿಕ್ಷಕರ ಕೊರತೆ, ಬೋಧನಾ ವಿಧಾನಗಳಲ್ಲಿ ಸಮರ್ಪಕ ಸಾಮರ್ಥ್ಯ ವೃದ್ಧಿಯ ಕೊರತೆ, ಸೂಕ್ತ ತರಬೇತಿಯಿಲ್ಲದ ಅತಿಥಿ ಶಿಕ್ಷಕರ ಹೆಚ್ಚಳ, ಶಾಲಾ ಹಂತದಲ್ಲಿ ಸಂಸ್ಥೆಗಳ ಪರಿಣಾಮಕಾರಿ ಕಾರ್ಯನಿರ್ವಹಣೆಯ ಕೊರತೆ, ಬಿಆರ್‌ಸಿ-ಸಿಆರ್‌ಸಿ ಮೂಲಕ ಗುಣಮಟ್ಟದ ಶೈಕ್ಷಣಿಕ ಮಾರ್ಗದರ್ಶನದ ಕೊರತೆ, ಪೋಷಕರ ಅರಿವು ಮತ್ತು ತೊಡಗಿಸಿಕೊಳ್ಳುವಿಕೆಯ ಅಭಾವ, ಹಾಗೂ ಶಾಲಾ ಮೇಲ್ವಿಚಾರಣೆ ಮತ್ತು ಪರಿಶೀಲನೆಯಲ್ಲಿ ದುರ್ಬಲತೆಗಳು ಪ್ರಮುಖ ಕಾರಣಗಳಾಗಿವೆ. xyxy=(1251,322,1492,483)
story4-headline: ಕವನ/ಪದ್ಯವಾಚನದಲ್ಲಿ ಜಿಲ್ಲಾಮಟ್ಟದ ಪ್ರತಿಭಾ ಕಾರಂಜಿಯಲ್ಲಿ ನಯನ ಪ್ರಥಮ xyxy=(96,1746,690,1775)
vacancies-box xyxy=(1241,159,1501,287)
